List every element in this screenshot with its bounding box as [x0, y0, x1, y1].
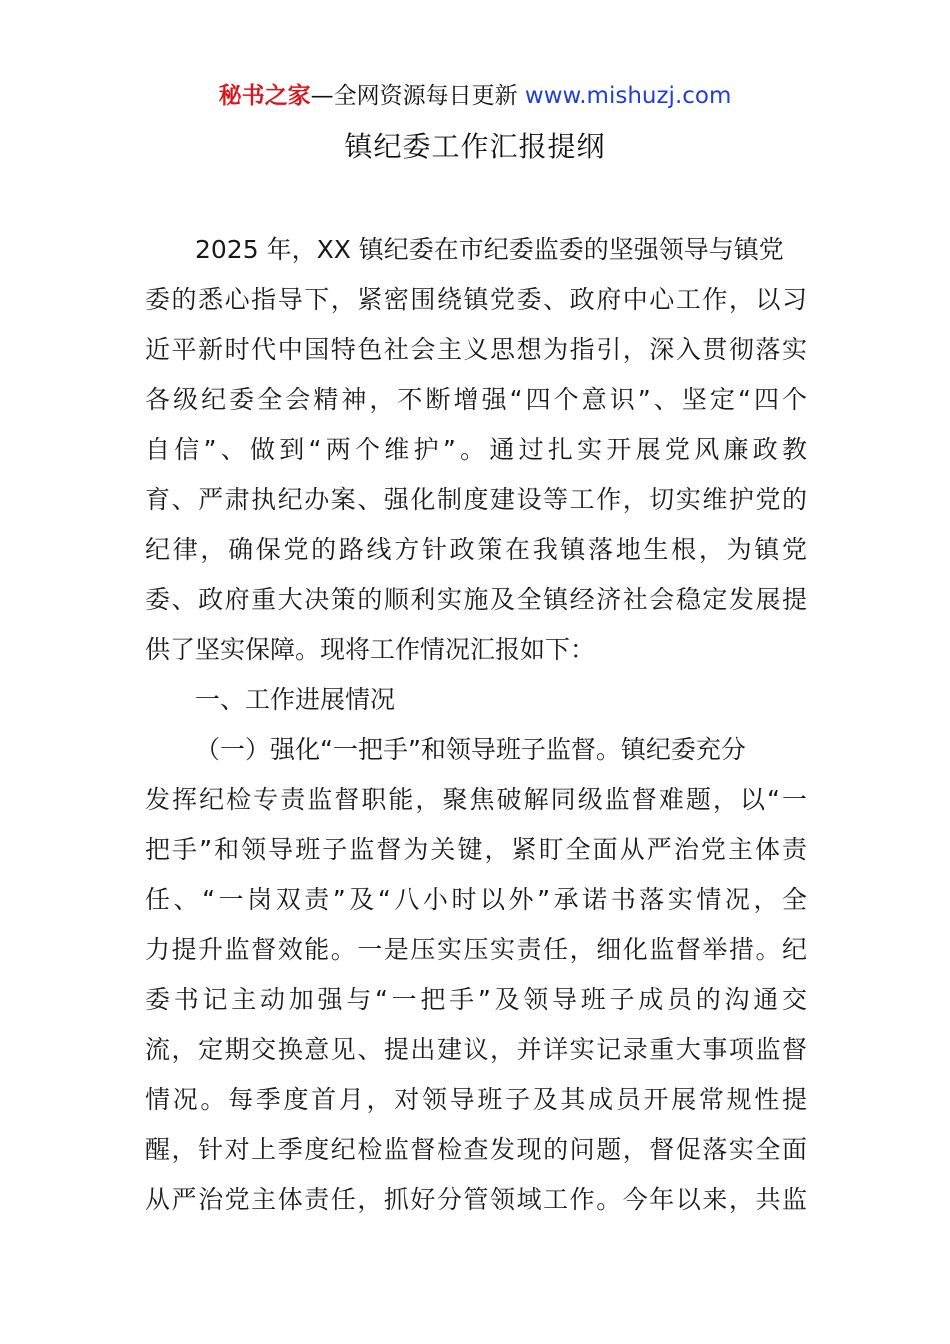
document-title: 镇纪委工作汇报提纲	[344, 130, 606, 163]
section-heading: 一、工作进展情况	[195, 685, 396, 714]
paragraph-line: 纪律，确保党的路线方针政策在我镇落地生根，为镇党	[145, 535, 807, 564]
paragraph-line: 近平新时代中国特色社会主义思想为指引，深入贯彻落实	[145, 335, 807, 364]
paragraph-line: 委、政府重大决策的顺利实施及全镇经济社会稳定发展提	[145, 585, 807, 614]
document-body	[145, 225, 807, 1225]
paragraph-line: 任、“一岗双责”及“八小时以外”承诺书落实情况，全	[145, 885, 807, 914]
header-slogan: 全网资源每日更新	[333, 83, 518, 109]
site-url-link[interactable]: www.mishuzj.com	[524, 83, 732, 109]
paragraph-line: 委的悉心指导下，紧密围绕镇党委、政府中心工作，以习	[145, 285, 807, 314]
site-brand: 秘书之家	[218, 83, 311, 109]
paragraph-line: 流，定期交换意见、提出建议，并详实记录重大事项监督	[145, 1035, 807, 1064]
paragraph-line: 供了坚实保障。现将工作情况汇报如下：	[145, 635, 596, 664]
paragraph-line: 发挥纪检专责监督职能，聚焦破解同级监督难题，以“一	[145, 785, 807, 814]
site-header	[0, 80, 950, 112]
paragraph-line: 情况。每季度首月，对领导班子及其成员开展常规性提	[145, 1085, 807, 1114]
paragraph-line: 各级纪委全会精神，不断增强“四个意识”、坚定“四个	[145, 385, 807, 414]
paragraph-line: 2025 年，XX 镇纪委在市纪委监委的坚强领导与镇党	[195, 235, 784, 264]
header-separator: —	[310, 83, 334, 109]
paragraph-line: 委书记主动加强与“一把手”及领导班子成员的沟通交	[145, 985, 807, 1014]
paragraph-line: 把手”和领导班子监督为关键，紧盯全面从严治党主体责	[145, 835, 807, 864]
paragraph-line: 醒，针对上季度纪检监督检查发现的问题，督促落实全面	[145, 1135, 807, 1164]
paragraph-line: 力提升监督效能。一是压实压实责任，细化监督举措。纪	[145, 935, 807, 964]
paragraph-line: （一）强化“一把手”和领导班子监督。镇纪委充分	[195, 735, 746, 764]
paragraph-line: 从严治党主体责任，抓好分管领域工作。今年以来，共监	[145, 1185, 807, 1214]
paragraph-line: 育、严肃执纪办案、强化制度建设等工作，切实维护党的	[145, 485, 807, 514]
paragraph-line: 自信”、做到“两个维护”。通过扎实开展党风廉政教	[145, 435, 807, 464]
